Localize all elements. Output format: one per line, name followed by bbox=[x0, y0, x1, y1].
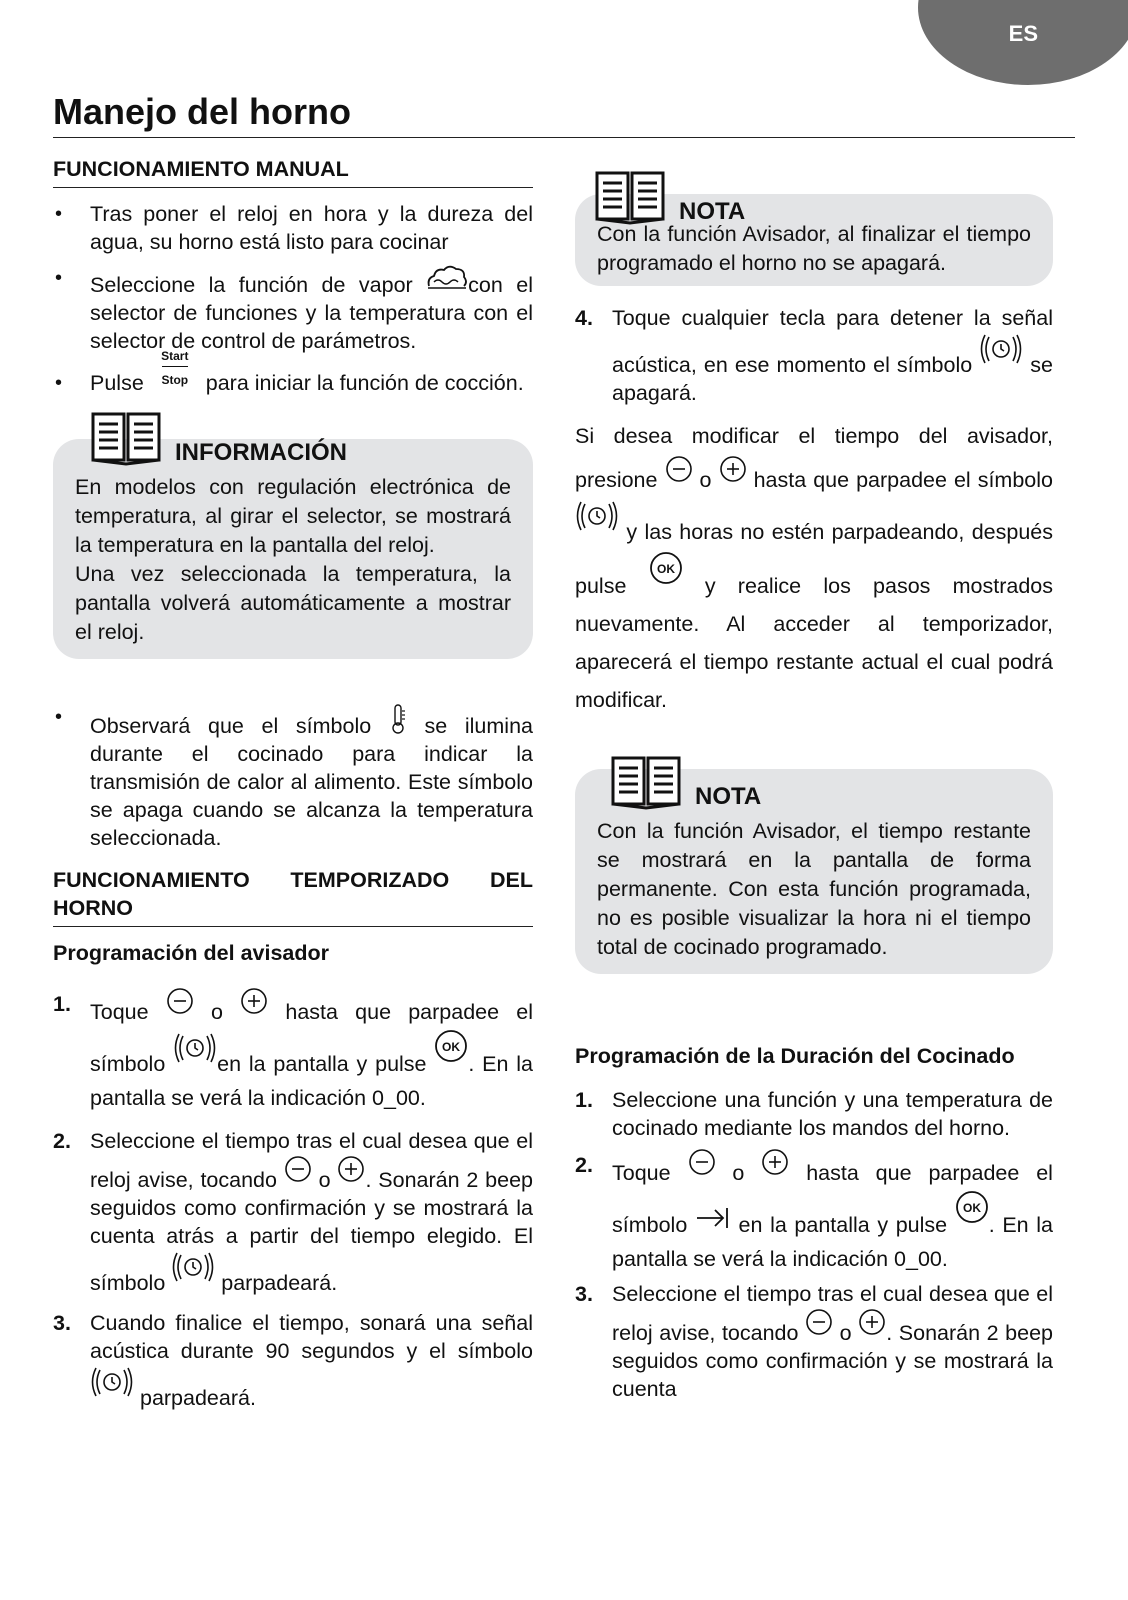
step-text: Cuando finalice el tiempo, sonará una señal acústica durante 90 segundos y el símbolo bbox=[90, 1311, 533, 1363]
bullet-text: con el selector de funciones y la temperatura con el selector de control de parámetros. bbox=[90, 273, 533, 353]
minus-icon bbox=[805, 1308, 833, 1336]
alarm-clock-icon bbox=[979, 332, 1023, 366]
note-box-title: NOTA bbox=[679, 198, 746, 225]
note-box-text: Con la función Avisador, el tiempo restante se mostrará en la pantalla de forma permanente. Con esta función programada, no es posible visualizar la hora ni el tiempo total de cocinado programado. bbox=[597, 819, 1031, 959]
step-text: hasta que parpadee el símbolo bbox=[612, 1161, 1053, 1237]
step-text: . En la pantalla se verá la indicación 0_00. bbox=[612, 1213, 1053, 1271]
duration-steps-list bbox=[575, 1086, 1053, 1403]
step-number: 2. bbox=[53, 1129, 71, 1153]
step-text: Seleccione el tiempo tras el cual desea que el reloj avise, tocando bbox=[612, 1282, 1053, 1345]
minus-icon bbox=[665, 455, 693, 483]
note-box-title: NOTA bbox=[695, 783, 762, 810]
info-box-paragraph: Una vez seleccionada la temperatura, la pantalla volverá automáticamente a mostrar el reloj. bbox=[75, 562, 511, 644]
step-text: parpadeará. bbox=[139, 1386, 256, 1410]
alarm-steps-list bbox=[53, 987, 533, 1412]
ok-button-icon bbox=[649, 551, 683, 585]
book-icon bbox=[611, 755, 681, 811]
step-number: 3. bbox=[53, 1311, 71, 1335]
timed-operation-heading: FUNCIONAMIENTO TEMPORIZADO DEL HORNO bbox=[53, 866, 533, 927]
note-box bbox=[575, 769, 1053, 974]
info-box-paragraph: En modelos con regulación electrónica de temperatura, al girar el selector, se mostrará la temperatura en la pantalla del reloj. bbox=[75, 475, 511, 557]
observe-bullet-list bbox=[53, 703, 533, 852]
steam-function-icon bbox=[426, 264, 468, 290]
list-item bbox=[53, 703, 533, 852]
left-column bbox=[53, 155, 533, 1412]
paragraph-text: Si desea modificar el tiempo del avisador, presione bbox=[575, 424, 1053, 492]
step-text: Toque bbox=[612, 1161, 671, 1185]
note-box-header bbox=[611, 755, 1031, 811]
bullet-text: para iniciar la función de cocción. bbox=[205, 371, 524, 395]
step-text: parpadeará. bbox=[221, 1271, 338, 1295]
info-box-header bbox=[91, 411, 511, 467]
manual-operation-heading: FUNCIONAMIENTO MANUAL bbox=[53, 155, 533, 188]
language-label: ES bbox=[1008, 21, 1038, 46]
step-text: hasta que parpadee el símbolo bbox=[90, 1000, 534, 1076]
minus-icon bbox=[284, 1155, 312, 1183]
start-stop-divider bbox=[162, 366, 188, 367]
list-item bbox=[53, 987, 533, 1115]
right-column bbox=[575, 194, 1053, 1403]
list-item bbox=[575, 304, 1053, 407]
bullet-text: Seleccione la función de vapor bbox=[90, 273, 413, 297]
ok-button-icon bbox=[434, 1029, 468, 1063]
list-item bbox=[53, 200, 533, 256]
modify-alarm-paragraph bbox=[575, 417, 1053, 719]
paragraph-text: hasta que parpadee el símbolo bbox=[753, 468, 1053, 492]
list-item bbox=[575, 1086, 1053, 1142]
list-item bbox=[53, 264, 533, 355]
stop-label: Stop bbox=[161, 373, 189, 387]
info-box-title: INFORMACIÓN bbox=[175, 439, 347, 466]
alarm-clock-icon bbox=[171, 1250, 215, 1284]
thermometer-icon bbox=[389, 703, 407, 735]
step-number: 4. bbox=[575, 306, 593, 330]
step-text: en la pantalla y pulse bbox=[217, 1052, 427, 1076]
step-text: en la pantalla y pulse bbox=[738, 1213, 948, 1237]
list-item bbox=[53, 349, 533, 397]
title-divider bbox=[53, 137, 1075, 138]
plus-icon bbox=[337, 1155, 365, 1183]
step-text: o bbox=[839, 1321, 852, 1345]
step-number: 1. bbox=[575, 1088, 593, 1112]
minus-icon bbox=[688, 1148, 716, 1176]
bullet-text: Observará que el símbolo bbox=[90, 714, 372, 738]
list-item bbox=[575, 1148, 1053, 1276]
step-number: 3. bbox=[575, 1282, 593, 1306]
note-box-header bbox=[595, 170, 1031, 226]
plus-icon bbox=[240, 987, 268, 1015]
step-text: Seleccione el tiempo tras el cual desea que el reloj avise, tocando bbox=[90, 1129, 533, 1192]
plus-icon bbox=[858, 1308, 886, 1336]
list-item bbox=[575, 1280, 1053, 1403]
step-text: o bbox=[211, 1000, 223, 1024]
alarm-clock-icon bbox=[90, 1365, 134, 1399]
page-title: Manejo del horno bbox=[53, 91, 352, 132]
ok-button-icon bbox=[955, 1190, 989, 1224]
note-box-text: Con la función Avisador, al finalizar el tiempo programado el horno no se apagará. bbox=[597, 222, 1031, 275]
step-number: 2. bbox=[575, 1153, 593, 1177]
step-text: Seleccione una función y una temperatura de cocinado mediante los mandos del horno. bbox=[612, 1088, 1053, 1140]
paragraph-text: o bbox=[699, 468, 712, 492]
paragraph-text: y las horas no estén parpadeando, después pulse bbox=[575, 520, 1053, 598]
step-text: Toque bbox=[90, 1000, 149, 1024]
step-text: o bbox=[732, 1161, 745, 1185]
book-icon bbox=[595, 170, 665, 226]
plus-icon bbox=[719, 455, 747, 483]
ok-label: OK bbox=[442, 1040, 461, 1054]
step-text: se apagará. bbox=[612, 353, 1053, 405]
book-icon bbox=[91, 411, 161, 467]
list-item bbox=[53, 1127, 533, 1297]
ok-label: OK bbox=[656, 562, 675, 576]
minus-icon bbox=[166, 987, 194, 1015]
manual-bullet-list bbox=[53, 200, 533, 397]
alarm-programming-heading: Programación del avisador bbox=[53, 941, 330, 965]
alarm-steps-list-continued bbox=[575, 304, 1053, 407]
step-text: o bbox=[318, 1168, 331, 1192]
bullet-text: Tras poner el reloj en hora y la dureza del agua, su horno está listo para cocinar bbox=[90, 202, 533, 254]
paragraph-text: y realice los pasos mostrados nuevamente. Al acceder al temporizador, aparecerá el tiempo restante actual el cual podrá modificar. bbox=[575, 574, 1053, 712]
step-number: 1. bbox=[53, 992, 71, 1016]
step-text: . Sonarán 2 beep seguidos como confirmación y se mostrará la cuenta atrás a partir del tiempo elegido. El símbolo bbox=[90, 1168, 534, 1295]
cooking-duration-heading: Programación de la Duración del Cocinado bbox=[575, 1044, 1015, 1068]
alarm-clock-icon bbox=[575, 499, 619, 533]
list-item bbox=[53, 1309, 533, 1412]
cooking-duration-icon bbox=[695, 1206, 731, 1230]
start-stop-icon bbox=[150, 349, 200, 387]
plus-icon bbox=[761, 1148, 789, 1176]
bullet-text: Pulse bbox=[90, 371, 144, 395]
step-text: . En la pantalla se verá la indicación 0_00. bbox=[90, 1052, 533, 1110]
ok-label: OK bbox=[962, 1201, 981, 1215]
note-box bbox=[575, 194, 1053, 286]
start-label: Start bbox=[161, 349, 189, 363]
alarm-clock-icon bbox=[173, 1031, 217, 1065]
bullet-text: se ilumina durante el cocinado para indicar la transmisión de calor al alimento. Este símbolo se apaga cuando se alcanza la temperatura seleccionada. bbox=[90, 714, 533, 850]
step-text: . Sonarán 2 beep seguidos como confirmación y se mostrará la cuenta bbox=[612, 1321, 1054, 1401]
step-text: Toque cualquier tecla para detener la señal acústica, en ese momento el símbolo bbox=[612, 306, 1053, 377]
info-box bbox=[53, 439, 533, 659]
